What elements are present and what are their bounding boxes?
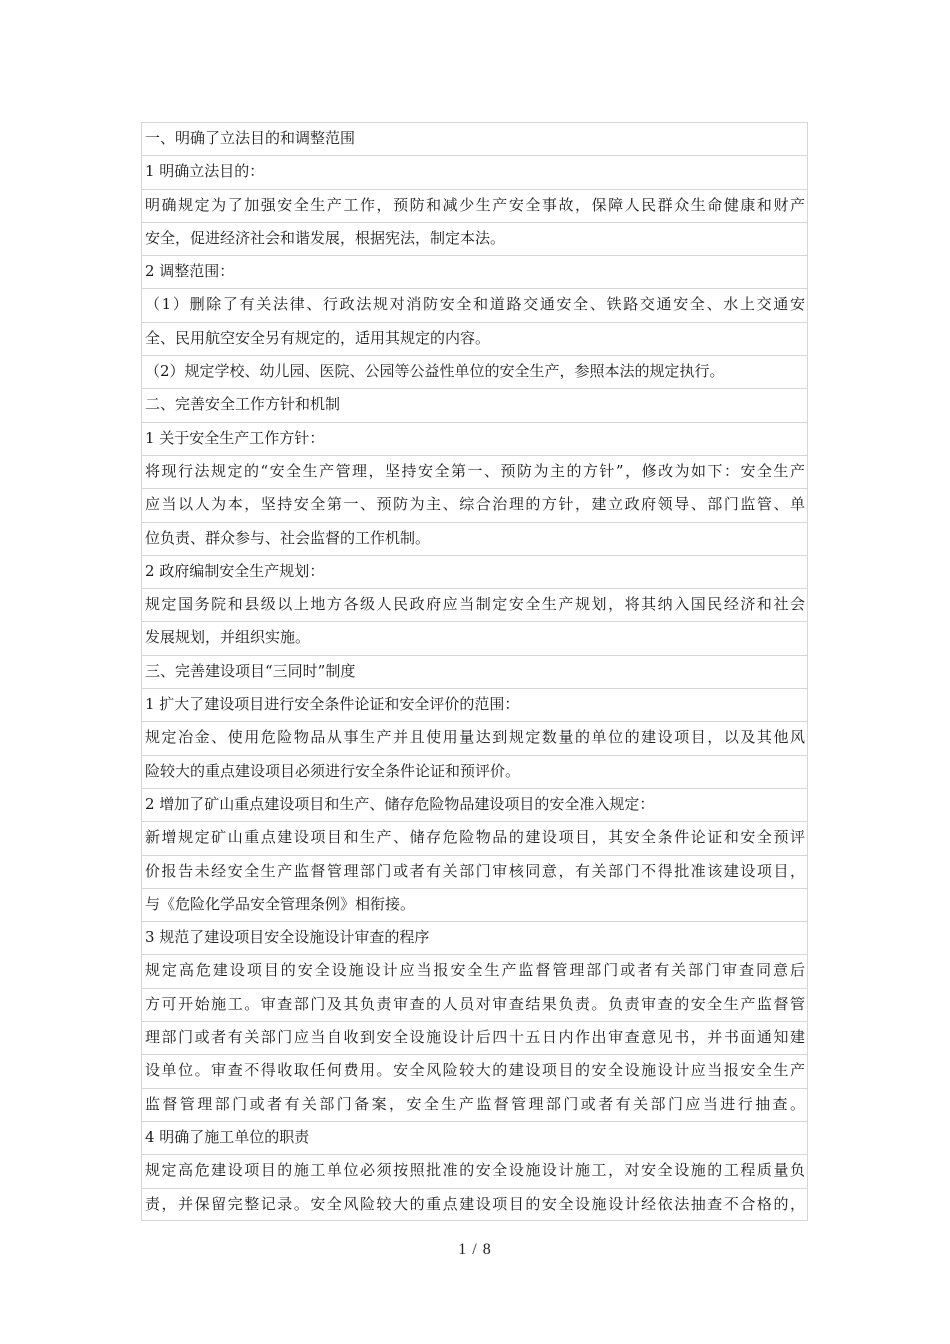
text-line: 设单位。审查不得收取任何费用。安全风险较大的建设项目的安全设施设计应当报安全生产 [141,1054,808,1087]
text-line: 一、明确了立法目的和调整范围 [141,122,808,155]
text-line: 明确规定为了加强安全生产工作，预防和减少生产安全事故，保障人民群众生命健康和财产 [141,189,808,222]
text-line: 位负责、群众参与、社会监督的工作机制。 [141,522,808,555]
text-line: 全、民用航空安全另有规定的，适用其规定的内容。 [141,322,808,355]
text-line: 2 增加了矿山重点建设项目和生产、储存危险物品建设项目的安全准入规定： [141,788,808,821]
text-line: 方可开始施工。审查部门及其负责审查的人员对审查结果负责。负责审查的安全生产监督管 [141,988,808,1021]
text-line: 安全，促进经济社会和谐发展，根据宪法，制定本法。 [141,222,808,255]
text-line: 应当以人为本，坚持安全第一、预防为主、综合治理的方针，建立政府领导、部门监管、单 [141,488,808,521]
text-line: 三、完善建设项目“三同时”制度 [141,655,808,688]
text-line: 规定高危建设项目的施工单位必须按照批准的安全设施设计施工，对安全设施的工程质量负 [141,1154,808,1187]
text-line: 与《危险化学品安全管理条例》相衔接。 [141,888,808,921]
page-number: 1 / 8 [458,1241,492,1258]
text-line: 新增规定矿山重点建设项目和生产、储存危险物品的建设项目，其安全条件论证和安全预评 [141,821,808,854]
text-line: （1）删除了有关法律、行政法规对消防安全和道路交通安全、铁路交通安全、水上交通安 [141,288,808,321]
text-line: 监督管理部门或者有关部门备案，安全生产监督管理部门或者有关部门应当进行抽查。 [141,1088,808,1121]
text-line: 二、完善安全工作方针和机制 [141,388,808,421]
text-line: 发展规划，并组织实施。 [141,621,808,654]
text-line: 1 扩大了建设项目进行安全条件论证和安全评价的范围： [141,688,808,721]
text-line: 将现行法规定的“安全生产管理，坚持安全第一、预防为主的方针”，修改为如下：安全生产 [141,455,808,488]
text-line: 规定冶金、使用危险物品从事生产并且使用量达到规定数量的单位的建设项目，以及其他风 [141,721,808,754]
text-line: 价报告未经安全生产监督管理部门或者有关部门审核同意，有关部门不得批准该建设项目， [141,855,808,888]
text-line: 1 明确立法目的： [141,155,808,188]
text-line: 规定国务院和县级以上地方各级人民政府应当制定安全生产规划，将其纳入国民经济和社会 [141,588,808,621]
text-line: 4 明确了施工单位的职责 [141,1121,808,1154]
text-line: 3 规范了建设项目安全设施设计审查的程序 [141,921,808,954]
text-line: 1 关于安全生产工作方针： [141,422,808,455]
text-line: 险较大的重点建设项目必须进行安全条件论证和预评价。 [141,755,808,788]
text-line: 2 政府编制安全生产规划： [141,555,808,588]
text-line: （2）规定学校、幼儿园、医院、公园等公益性单位的安全生产，参照本法的规定执行。 [141,355,808,388]
text-line: 责，并保留完整记录。安全风险较大的重点建设项目的安全设施设计经依法抽查不合格的， [141,1188,808,1221]
text-line: 理部门或者有关部门应当自收到安全设施设计后四十五日内作出审查意见书，并书面通知建 [141,1021,808,1054]
text-line: 2 调整范围： [141,255,808,288]
text-line: 规定高危建设项目的安全设施设计应当报安全生产监督管理部门或者有关部门审查同意后 [141,954,808,987]
document-body [141,122,808,1221]
